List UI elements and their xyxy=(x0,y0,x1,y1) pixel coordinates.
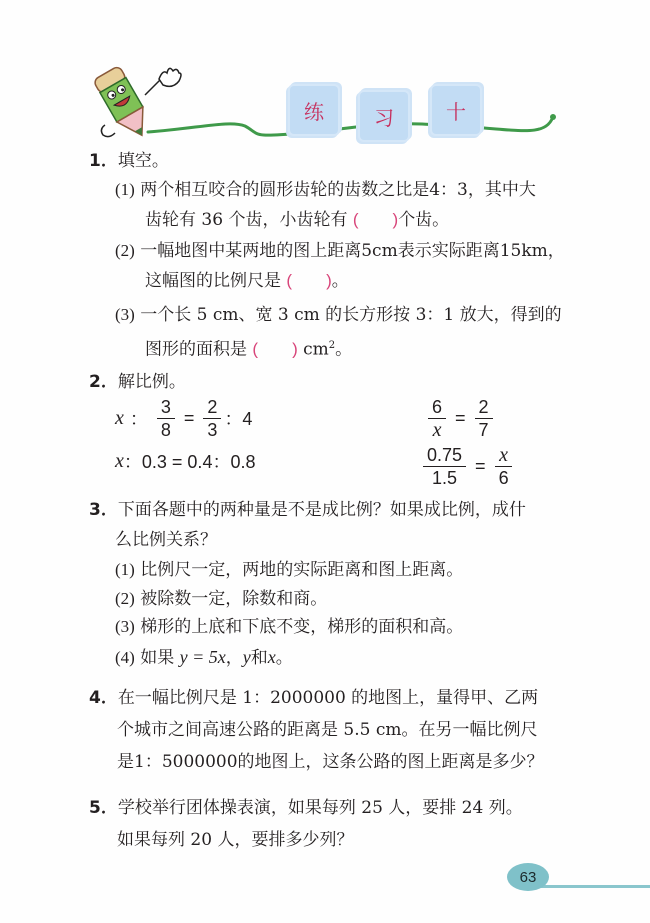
item-text: 如果 xyxy=(140,648,175,668)
item-text: 被除数一定，除数和商。 xyxy=(140,589,328,609)
exercise-number: 1． xyxy=(89,151,118,171)
item-text: 图形的面积是 xyxy=(145,339,247,360)
exercise-5-line2 xyxy=(117,828,353,852)
fraction xyxy=(475,396,493,441)
item-text: 一个长 5 cm、宽 3 cm 的长方形按 3：1 放大，得到的 xyxy=(140,305,562,325)
ex3-item4 xyxy=(115,645,293,670)
exercise-text: 下面各题中的两种量是不是成比例？如果成比例，成什 xyxy=(117,500,526,520)
title-char-shi xyxy=(432,86,480,134)
exercise-number: 5． xyxy=(89,798,118,818)
denominator: 7 xyxy=(478,419,489,440)
exercise-text: 是1：5000000的地图上，这条公路的图上距离是多少？ xyxy=(117,752,544,772)
item-text: 。 xyxy=(335,339,353,360)
equation-4 xyxy=(420,440,516,492)
exercise-number: 4． xyxy=(89,688,118,708)
title-char-lian xyxy=(290,86,338,134)
item-label: (2) xyxy=(115,241,135,260)
item-text: 齿轮有 36 个齿，小齿轮有 xyxy=(145,210,348,230)
exercise-text: 在一幅比例尺是 1：2000000 的地图上，量得甲、乙两 xyxy=(117,688,539,708)
unit-text: cm xyxy=(303,339,329,360)
ex1-item2-line1 xyxy=(115,239,565,263)
answer-blank[interactable]: ( ) xyxy=(352,210,399,229)
item-text: 。 xyxy=(275,648,293,668)
equals-sign: = xyxy=(475,455,486,476)
unit-exponent: 2 xyxy=(328,340,336,351)
item-text: 比例尺一定，两地的实际距离和图上距离。 xyxy=(140,560,464,580)
ex1-item1-line1 xyxy=(115,178,536,202)
item-label: (2) xyxy=(115,589,135,608)
denominator: 1.5 xyxy=(432,467,458,488)
answer-blank[interactable]: ( ) xyxy=(252,339,298,359)
page-number xyxy=(507,863,549,891)
exercise-text: 学校举行团体操表演，如果每列 25 人，要排 24 列。 xyxy=(117,798,523,818)
exercise-text: 么比例关系？ xyxy=(115,530,217,550)
page-number-text: 63 xyxy=(519,868,537,886)
exercise-number: 2． xyxy=(89,372,118,392)
item-label: (1) xyxy=(115,180,135,199)
item-text: 个齿。 xyxy=(398,210,450,230)
variable: y xyxy=(242,647,251,667)
exercise-text: 如果每列 20 人，要排多少列？ xyxy=(117,830,354,850)
variable: x xyxy=(267,647,276,667)
numerator: 2 xyxy=(203,396,221,419)
fraction xyxy=(203,396,221,441)
item-text: ， xyxy=(225,648,243,668)
equals-sign: = xyxy=(183,407,195,428)
fraction xyxy=(428,396,446,441)
answer-blank[interactable]: ( ) xyxy=(286,271,332,290)
exercise-number: 3． xyxy=(89,500,118,520)
item-label: (1) xyxy=(115,560,135,579)
denominator: 3 xyxy=(207,419,218,440)
exercise-5-line1 xyxy=(89,796,523,820)
ex1-item3-line2 xyxy=(145,334,352,362)
page-footer-line xyxy=(540,885,650,888)
exercise-text: 个城市之间高速公路的距离是 5.5 cm。在另一幅比例尺 xyxy=(117,720,538,740)
fraction xyxy=(495,444,513,489)
exercise-4-line2 xyxy=(117,718,537,742)
numerator: 3 xyxy=(157,396,175,419)
equation-3 xyxy=(425,392,496,444)
ratio-tail: ：4 xyxy=(224,409,253,429)
equation-text: ：0.3 = 0.4：0.8 xyxy=(123,452,256,472)
item-text: 。 xyxy=(331,271,349,291)
exercise-title: 填空。 xyxy=(117,151,169,171)
math-expression: y = 5x xyxy=(179,647,226,667)
title-char: 练 xyxy=(304,99,324,124)
ex3-item3 xyxy=(115,615,463,639)
pencil-mascot-icon xyxy=(85,55,195,145)
item-text: 一幅地图中某两地的图上距离5cm表示实际距离15km， xyxy=(140,241,565,261)
item-label: (4) xyxy=(115,648,135,667)
exercise-title: 解比例。 xyxy=(117,372,186,392)
ex1-item3-line1 xyxy=(115,303,562,327)
item-label: (3) xyxy=(115,305,135,324)
ex3-item1 xyxy=(115,558,463,582)
exercise-4-line1 xyxy=(89,686,538,710)
denominator: 8 xyxy=(160,419,171,440)
exercise-4-line3 xyxy=(117,750,544,774)
fraction xyxy=(157,396,175,441)
denominator: x xyxy=(432,418,442,441)
item-text: 这幅图的比例尺是 xyxy=(145,271,281,291)
ex1-item1-line2 xyxy=(145,208,449,232)
title-char: 十 xyxy=(446,99,466,124)
equation-1 xyxy=(115,392,252,444)
ex1-item2-line2 xyxy=(145,269,349,293)
title-char: 习 xyxy=(374,105,394,130)
numerator: 2 xyxy=(475,396,493,419)
exercise-header xyxy=(0,0,650,150)
ex3-item2 xyxy=(115,587,327,611)
item-text: 和 xyxy=(250,648,268,668)
denominator: 6 xyxy=(498,467,509,488)
numerator: 6 xyxy=(428,396,446,419)
item-text: 梯形的上底和下底不变，梯形的面积和高。 xyxy=(140,617,464,637)
ratio-colon: ： xyxy=(129,409,148,429)
fraction xyxy=(423,444,466,489)
item-text: 两个相互咬合的圆形齿轮的齿数之比是4：3，其中大 xyxy=(140,180,536,200)
variable: x xyxy=(115,449,124,472)
title-char-xi xyxy=(360,92,408,140)
equals-sign: = xyxy=(455,407,466,428)
numerator: 0.75 xyxy=(423,444,466,467)
exercise-2-heading xyxy=(89,370,186,394)
exercise-1-heading xyxy=(89,149,169,173)
variable: x xyxy=(115,406,124,429)
item-label: (3) xyxy=(115,617,135,636)
equation-2 xyxy=(115,448,255,474)
exercise-3-line1 xyxy=(89,498,526,522)
exercise-3-line2 xyxy=(115,528,217,552)
numerator: x xyxy=(495,444,512,467)
